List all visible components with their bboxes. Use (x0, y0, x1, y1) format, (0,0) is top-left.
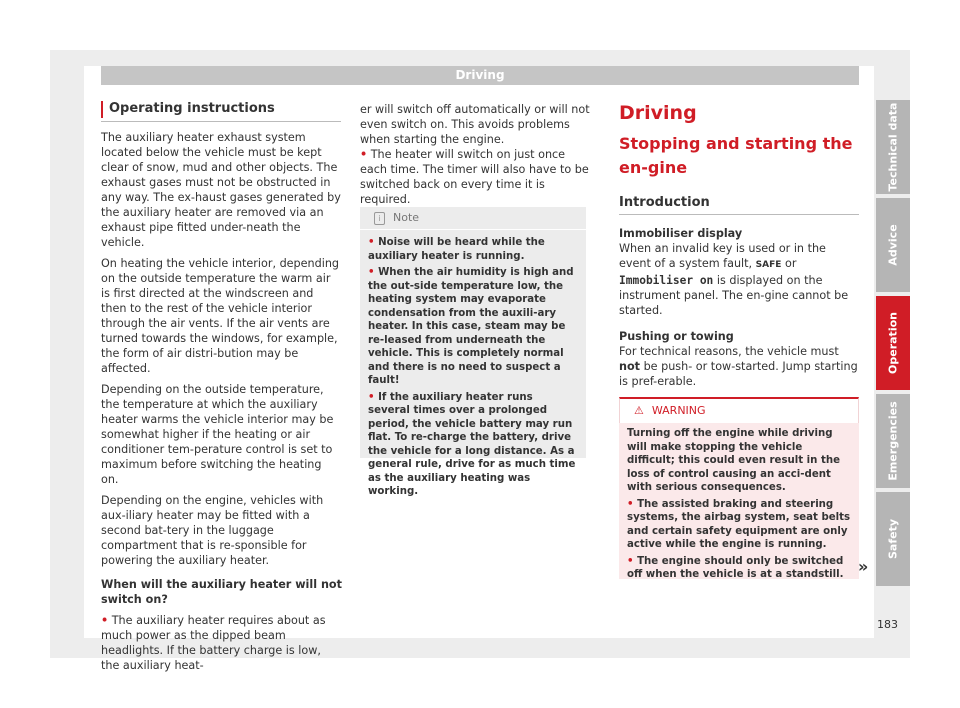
tab-technical-data[interactable] (876, 100, 910, 194)
bullet-icon: • (101, 614, 109, 627)
warning-paragraph: Turning off the engine while driving will make stopping the vehicle difficult; this could even result in the loss of control causing an acci-dent with serious consequences. (627, 428, 841, 493)
column-3 (619, 226, 861, 395)
warning-box (619, 397, 859, 579)
page-number: 183 (877, 618, 898, 631)
note-item (368, 266, 578, 388)
warning-item (627, 498, 851, 552)
text: be push- or tow-started. Jump starting is pref-erable. (619, 360, 858, 388)
note-item-text: When the air humidity is high and the out-side temperature low, the heating system may evaporate condensation from the auxili-ary heater. In this case, steam may be re-leased from underneath the vehicle. This is completely normal and there is no need to suspect a fault! (368, 267, 574, 386)
info-icon: i (374, 212, 385, 225)
warning-label: WARNING (651, 404, 706, 417)
warning-item-text: The assisted braking and steering systems, the airbag system, seat belts and certain safety equipment are only active while the engine is running. (627, 498, 851, 550)
warning-item (627, 555, 851, 582)
bullet-icon: • (368, 237, 375, 248)
continue-arrow-icon: » (858, 557, 869, 576)
note-item-text: Noise will be heard while the auxiliary heater is running. (368, 237, 545, 262)
warning-item-text: The engine should only be switched off when the vehicle is at a standstill. (627, 555, 844, 580)
bullet-icon: • (368, 267, 375, 278)
column-1 (101, 130, 342, 673)
chapter-title-line1: Driving (619, 102, 697, 124)
intro-heading: Introduction (619, 195, 710, 210)
subheading: When will the auxiliary heater will not switch on? (101, 578, 342, 606)
note-header (360, 207, 586, 230)
tab-emergencies[interactable] (876, 394, 910, 488)
section-title-text: Operating instructions (109, 101, 275, 116)
intro-rule (619, 214, 859, 215)
note-body (360, 230, 586, 499)
text: For technical reasons, the vehicle must (619, 345, 839, 358)
bullet-text: The heater will switch on just once each time. The timer will also have to be switched back on every time it is required. (360, 148, 589, 206)
subheading: Immobiliser display (619, 227, 743, 240)
paragraph: Depending on the outside temperature, the temperature at which the auxiliary heater warms the vehicle interior may be somewhat higher if the heating or air conditioner tem-perature control is set to maximum before switching the heating on. (101, 383, 334, 486)
running-header: Driving (101, 66, 859, 85)
tab-advice[interactable] (876, 198, 910, 292)
tab-label: Advice (886, 224, 900, 266)
text: or (784, 257, 797, 270)
display-message: Immobiliser on (619, 274, 714, 287)
section-marker (101, 101, 103, 118)
tab-label: Technical data (886, 102, 900, 192)
note-box (360, 207, 586, 497)
section-title (101, 101, 341, 116)
paragraph (619, 241, 861, 318)
safe-symbol: SAFE (755, 260, 782, 270)
column-2 (360, 102, 592, 213)
tab-label: Emergencies (886, 401, 900, 481)
chapter-title-line2: Stopping and starting the en-gine (619, 134, 853, 177)
subheading: Pushing or towing (619, 330, 734, 343)
tab-operation[interactable] (876, 296, 910, 390)
tab-safety[interactable] (876, 492, 910, 586)
paragraph: On heating the vehicle interior, depending on the outside temperature the warm air is first directed at the windscreen and then to the rest of the vehicle interior through the air vents. If the air vents are turned towards the windows, for example, the form of air distri-bution may be affected. (101, 257, 340, 375)
note-item (368, 236, 578, 263)
warning-header (619, 397, 859, 423)
warning-body (619, 423, 859, 582)
paragraph (619, 344, 861, 389)
bullet-icon: • (627, 498, 634, 510)
tab-label: Safety (886, 518, 900, 560)
note-item-text: If the auxiliary heater runs several times over a prolonged period, the vehicle battery may run flat. To re-charge the battery, drive the vehicle for a long distance. As a general rule, drive for as much time as the auxiliary heating was working. (368, 391, 576, 497)
note-label: Note (393, 211, 420, 224)
section-rule (101, 121, 341, 122)
text: is displayed on the instrument panel. The en-gine cannot be started. (619, 274, 849, 317)
bullet-icon: • (360, 148, 368, 161)
bullet-item (360, 147, 592, 207)
note-item (368, 391, 578, 499)
bullet-item (101, 613, 342, 673)
bullet-icon: • (368, 391, 375, 403)
emphasis: not (619, 360, 640, 373)
paragraph: er will switch off automatically or will not even switch on. This avoids problems when starting the engine. (360, 103, 590, 146)
warning-icon: ⚠ (634, 404, 644, 417)
chapter-title (619, 100, 859, 180)
bullet-text: The auxiliary heater requires about as much power as the dipped beam headlights. If the battery charge is low, the auxiliary heat- (101, 614, 326, 672)
text: When an invalid key is used or in the event of a system fault, (619, 242, 826, 270)
tab-label: Operation (886, 312, 900, 374)
paragraph: The auxiliary heater exhaust system located below the vehicle must be kept clear of snow, mud and other objects. The exhaust gases must not be obstructed in any way. The ex-haust gases generated by the auxiliary heater are removed via an exhaust pipe fitted under-neath the vehicle. (101, 131, 341, 249)
paragraph: Depending on the engine, vehicles with aux-iliary heater may be fitted with a second bat-tery in the luggage compartment that is re-sponsible for powering the auxiliary heater. (101, 494, 324, 567)
bullet-icon: • (627, 555, 634, 567)
